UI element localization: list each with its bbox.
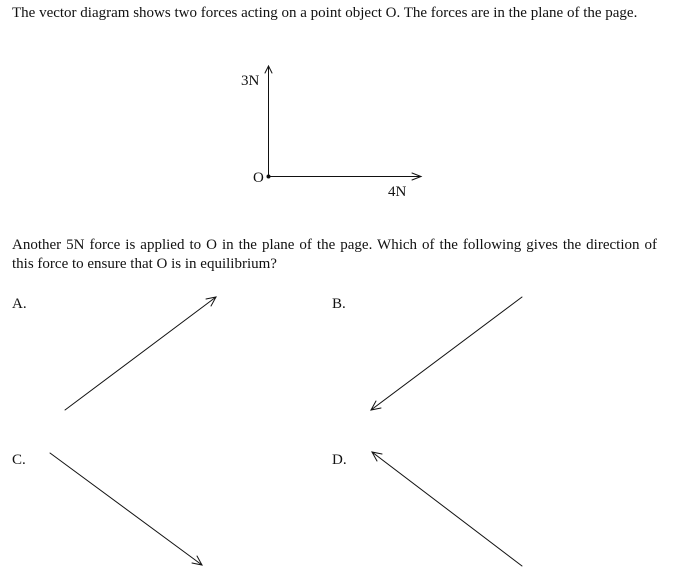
origin-label: O: [253, 170, 264, 186]
up-force-label: 3N: [241, 73, 260, 89]
option-d-arrow[interactable]: [372, 452, 522, 566]
right-force-arrow: [269, 173, 422, 180]
option-c-arrow[interactable]: [50, 453, 202, 565]
right-force-label: 4N: [388, 184, 407, 200]
option-b-arrow[interactable]: [371, 297, 522, 410]
option-d-label[interactable]: D.: [332, 452, 347, 468]
option-a-label[interactable]: A.: [12, 296, 27, 312]
up-force-arrow: [265, 66, 272, 177]
intro-text: The vector diagram shows two forces acting on a point object O. The forces are in the plane of the page.: [12, 5, 638, 21]
origin-point: [267, 175, 271, 179]
question-text: Another 5N force is applied to O in the plane of the page. Which of the following gives the direction of this force to ensure that O is in equilibrium?: [12, 237, 657, 272]
option-a-arrow[interactable]: [65, 297, 216, 410]
option-c-label[interactable]: C.: [12, 452, 26, 468]
option-b-label[interactable]: B.: [332, 296, 346, 312]
